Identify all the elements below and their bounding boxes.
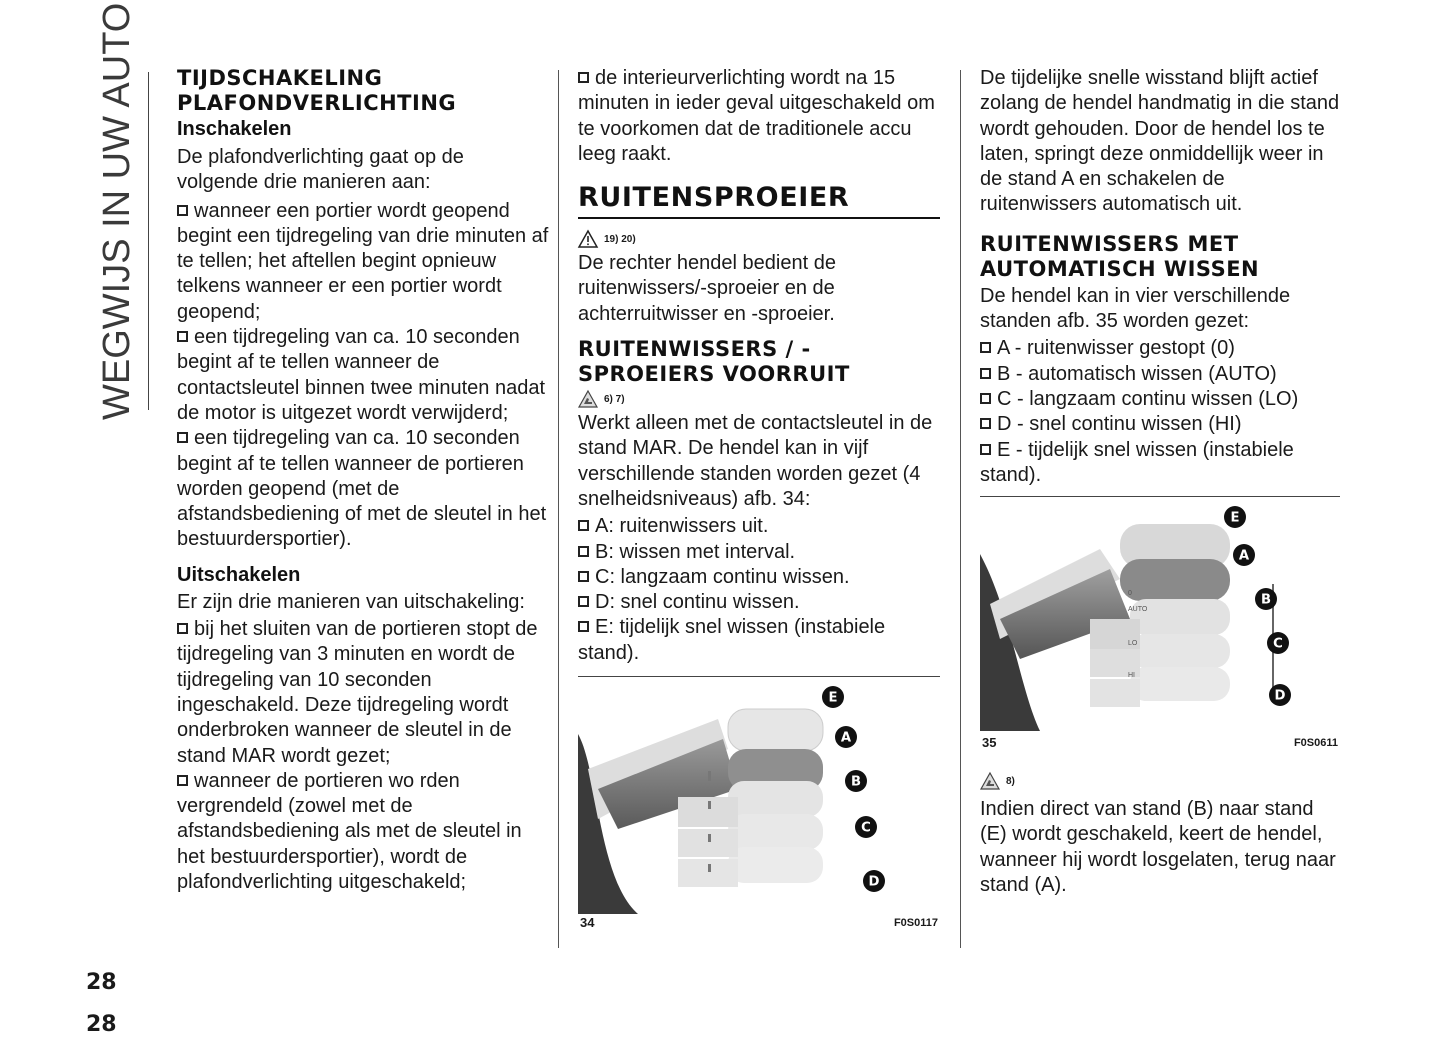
position-label-text: B [850, 774, 862, 790]
checkbox-bullet-icon [980, 342, 991, 353]
position-label-text: C [1273, 636, 1283, 652]
position-label-text: A [1238, 548, 1250, 564]
checkbox-bullet-icon [177, 432, 188, 443]
subheading-inschakelen: Inschakelen [177, 118, 292, 140]
checkbox-bullet-icon [980, 393, 991, 404]
subheading-uitschakelen: Uitschakelen [177, 563, 301, 586]
position-labels [1224, 506, 1291, 706]
checkbox-bullet-icon [177, 205, 188, 216]
list-item: wanneer de portieren wo rden vergrendeld (zowel met de afstandsbediening als met de sleutel in het bestuurdersportier), wordt de plafondverlichting uitgeschakeld; [177, 769, 522, 894]
list-item: wanneer een portier wordt geopend begint een tijdregeling van drie minuten af te tellen; het aftellen begint opnieuw telkens wanneer er een portier wordt geopend; [177, 199, 549, 323]
note-hand-icon [980, 772, 1000, 790]
warning-references: 19) 20) [578, 227, 940, 251]
position-label-text: D [868, 874, 880, 890]
figure-35 [980, 496, 1340, 755]
checkbox-bullet-icon [980, 444, 991, 455]
list-item: B: wissen met interval. [578, 540, 940, 565]
position-label-text: E [828, 690, 838, 706]
note-references: 6) 7) [578, 387, 940, 411]
column-divider-2 [960, 70, 961, 948]
heading-ruitensproeier: RUITENSPROEIER [578, 181, 940, 219]
figure-number: 34 [580, 915, 595, 931]
heading-tijdschakeling: TIJDSCHAKELING PLAFONDVERLICHTING [177, 66, 457, 115]
checkbox-bullet-icon [177, 623, 188, 634]
list-item: bij het sluiten van de portieren stopt de tijdregeling van 3 minuten en wordt de tijdregeling van 10 seconden ingeschakeld. Deze tijdregeling wordt onderbroken wanneer de sleutel in de stand MAR wordt gezet; [177, 618, 538, 767]
intro-text-2: Er zijn drie manieren van uitschakeling: [177, 590, 525, 613]
list-item: D - snel continu wissen (HI) [980, 412, 1340, 437]
body-text: De hendel kan in vier verschillende standen afb. 35 worden gezet: [980, 284, 1291, 333]
body-text: De tijdelijke snelle wisstand blijft actief zolang de hendel handmatig in die stand wordt gehouden. Door de hendel los te laten, springt deze onmiddellijk weer in de stand A en schakelen de ruitenwissers automatisch uit. [980, 67, 1340, 216]
intro-text: De rechter hendel bedient de ruitenwissers/-sproeier en de achterruitwisser en -sproeier. [578, 252, 836, 325]
list-item: E - tijdelijk snel wissen (instabiele stand). [980, 438, 1294, 486]
checkbox-bullet-icon [578, 520, 589, 531]
auto-wiper-stalk-illustration [980, 499, 1340, 731]
column-1 [177, 66, 549, 895]
stalk-mark-lo: LO [1128, 640, 1138, 648]
list-item: C: langzaam continu wissen. [578, 565, 940, 590]
list-item: D: snel continu wissen. [578, 590, 940, 615]
stalk-mark-0: 0 [1128, 590, 1132, 598]
checkbox-bullet-icon [578, 546, 589, 557]
figure-code: F0S0611 [1293, 737, 1338, 750]
checkbox-bullet-icon [578, 72, 589, 83]
figure-code: F0S0117 [893, 917, 938, 930]
checkbox-bullet-icon [578, 621, 589, 632]
heading-ruitenwissers-automatisch: RUITENWISSERS MET AUTOMATISCH WISSEN [980, 231, 1260, 281]
page-number-ghost: 28 [86, 1012, 117, 1037]
side-title-rule [148, 72, 149, 410]
checkbox-bullet-icon [980, 418, 991, 429]
intro-text: De plafondverlichting gaat op de volgende drie manieren aan: [177, 146, 464, 194]
position-label-text: D [1274, 688, 1286, 704]
checkbox-bullet-icon [578, 596, 589, 607]
column-3 [980, 66, 1340, 898]
column-2 [578, 66, 940, 935]
list-item: de interieurverlichting wordt na 15 minuten in ieder geval uitgeschakeld om te voorkomen dat de traditionele accu leeg raakt. [578, 67, 935, 165]
checkbox-bullet-icon [177, 331, 188, 342]
position-label-text: B [1260, 592, 1272, 608]
section-side-title [96, 2, 138, 420]
position-label-text: A [840, 730, 852, 746]
note-references: 8) [980, 769, 1340, 793]
list-item: B - automatisch wissen (AUTO) [980, 362, 1340, 387]
figure-34 [578, 676, 940, 935]
side-title-text: WEGWIJS IN UW AUTO [96, 2, 138, 420]
warning-triangle-icon [578, 230, 598, 248]
checkbox-bullet-icon [980, 368, 991, 379]
subheading-ruitenwissers-voorruit: RUITENWISSERS / -SPROEIERS VOORRUIT [578, 337, 850, 387]
figure-number: 35 [982, 735, 997, 751]
stalk-mark-auto: AUTO [1128, 606, 1148, 614]
list-item: A - ruitenwisser gestopt (0) [980, 336, 1340, 361]
checkbox-bullet-icon [177, 775, 188, 786]
note-hand-icon [578, 390, 598, 408]
position-label-text: E [1230, 510, 1240, 526]
wiper-stalk-illustration [578, 679, 940, 914]
body-text: Indien direct van stand (B) naar stand (E) wordt geschakeld, keert de hendel, wanneer hij wordt losgelaten, terug naar stand (A). [980, 798, 1336, 897]
list-item: een tijdregeling van ca. 10 seconden begint af te tellen wanneer de contactsleutel binnen twee minuten nadat de motor is uitgezet wordt verwijderd; [177, 326, 546, 424]
position-labels [822, 686, 885, 892]
list-item: A: ruitenwissers uit. [578, 514, 940, 539]
list-item: C - langzaam continu wissen (LO) [980, 387, 1340, 412]
column-divider-1 [558, 70, 559, 948]
checkbox-bullet-icon [578, 571, 589, 582]
list-item: een tijdregeling van ca. 10 seconden begint af te tellen wanneer de portieren worden geopend (met de afstandsbediening of met de sleutel in het bestuurdersportier). [177, 427, 547, 551]
position-label-text: C [861, 820, 871, 836]
page-number: 28 [86, 970, 117, 995]
body-text: Werkt alleen met de contactsleutel in de stand MAR. De hendel kan in vijf verschillende standen worden gezet (4 snelheidsniveaus) afb. 34: [578, 412, 933, 510]
stalk-mark-hi: HI [1128, 672, 1135, 680]
list-item: E: tijdelijk snel wissen (instabiele stand). [578, 616, 886, 664]
